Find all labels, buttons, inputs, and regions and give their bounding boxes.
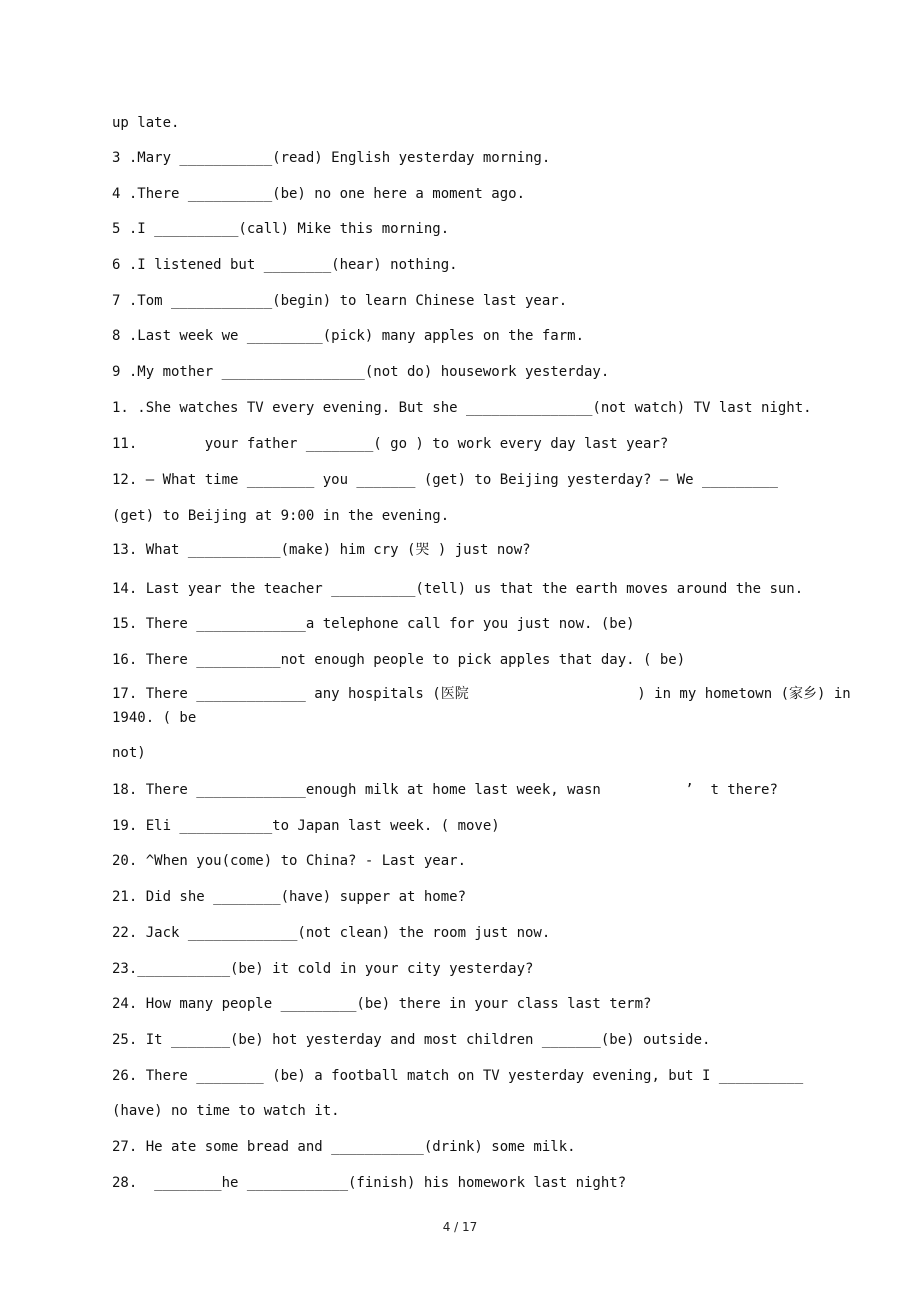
question-18: 18. There _____________enough milk at home last week, wasn ’ t there? — [112, 782, 778, 798]
question-8: 8 .Last week we _________(pick) many apples on the farm. — [112, 328, 585, 344]
text-line: up late. — [112, 115, 180, 131]
question-4: 4 .There __________(be) no one here a moment ago. — [112, 186, 526, 202]
question-28: 28. ________he ____________(finish) his homework last night? — [112, 1175, 627, 1191]
question-10: 1. .She watches TV every evening. But she _______________(not watch) TV last night. — [112, 400, 812, 416]
question-23: 23.___________(be) it cold in your city yesterday? — [112, 961, 534, 977]
question-14: 14. Last year the teacher __________(tell) us that the earth moves around the sun. — [112, 581, 804, 597]
question-9: 9 .My mother _________________(not do) housework yesterday. — [112, 364, 610, 380]
question-21: 21. Did she ________(have) supper at home? — [112, 889, 467, 905]
question-25: 25. It _______(be) hot yesterday and most children _______(be) outside. — [112, 1032, 711, 1048]
question-15: 15. There _____________a telephone call for you just now. (be) — [112, 616, 635, 632]
question-12-cont: (get) to Beijing at 9:00 in the evening. — [112, 508, 450, 524]
question-13: 13. What ___________(make) him cry (哭 ) just now? — [112, 542, 531, 558]
question-12: 12. — What time ________ you _______ (get) to Beijing yesterday? — We _________ — [112, 472, 778, 488]
question-27: 27. He ate some bread and ___________(drink) some milk. — [112, 1139, 576, 1155]
question-11: 11. your father ________( go ) to work every day last year? — [112, 436, 669, 452]
question-17: 17. There _____________ any hospitals (医院 ) in my hometown (家乡) in — [112, 686, 851, 702]
question-20: 20. ^When you(come) to China? - Last year. — [112, 853, 467, 869]
question-6: 6 .I listened but ________(hear) nothing. — [112, 257, 458, 273]
question-16: 16. There __________not enough people to pick apples that day. ( be) — [112, 652, 686, 668]
question-17-cont: 1940. ( be — [112, 710, 197, 726]
question-26: 26. There ________ (be) a football match on TV yesterday evening, but I __________ — [112, 1068, 804, 1084]
question-19: 19. Eli ___________to Japan last week. ( move) — [112, 818, 500, 834]
question-3: 3 .Mary ___________(read) English yesterday morning. — [112, 150, 551, 166]
question-17-cont2: not) — [112, 745, 146, 761]
question-26-cont: (have) no time to watch it. — [112, 1103, 340, 1119]
question-5: 5 .I __________(call) Mike this morning. — [112, 221, 450, 237]
question-24: 24. How many people _________(be) there in your class last term? — [112, 996, 652, 1012]
page-number: 4 / 17 — [442, 1220, 478, 1234]
question-7: 7 .Tom ____________(begin) to learn Chinese last year. — [112, 293, 568, 309]
question-22: 22. Jack _____________(not clean) the room just now. — [112, 925, 551, 941]
